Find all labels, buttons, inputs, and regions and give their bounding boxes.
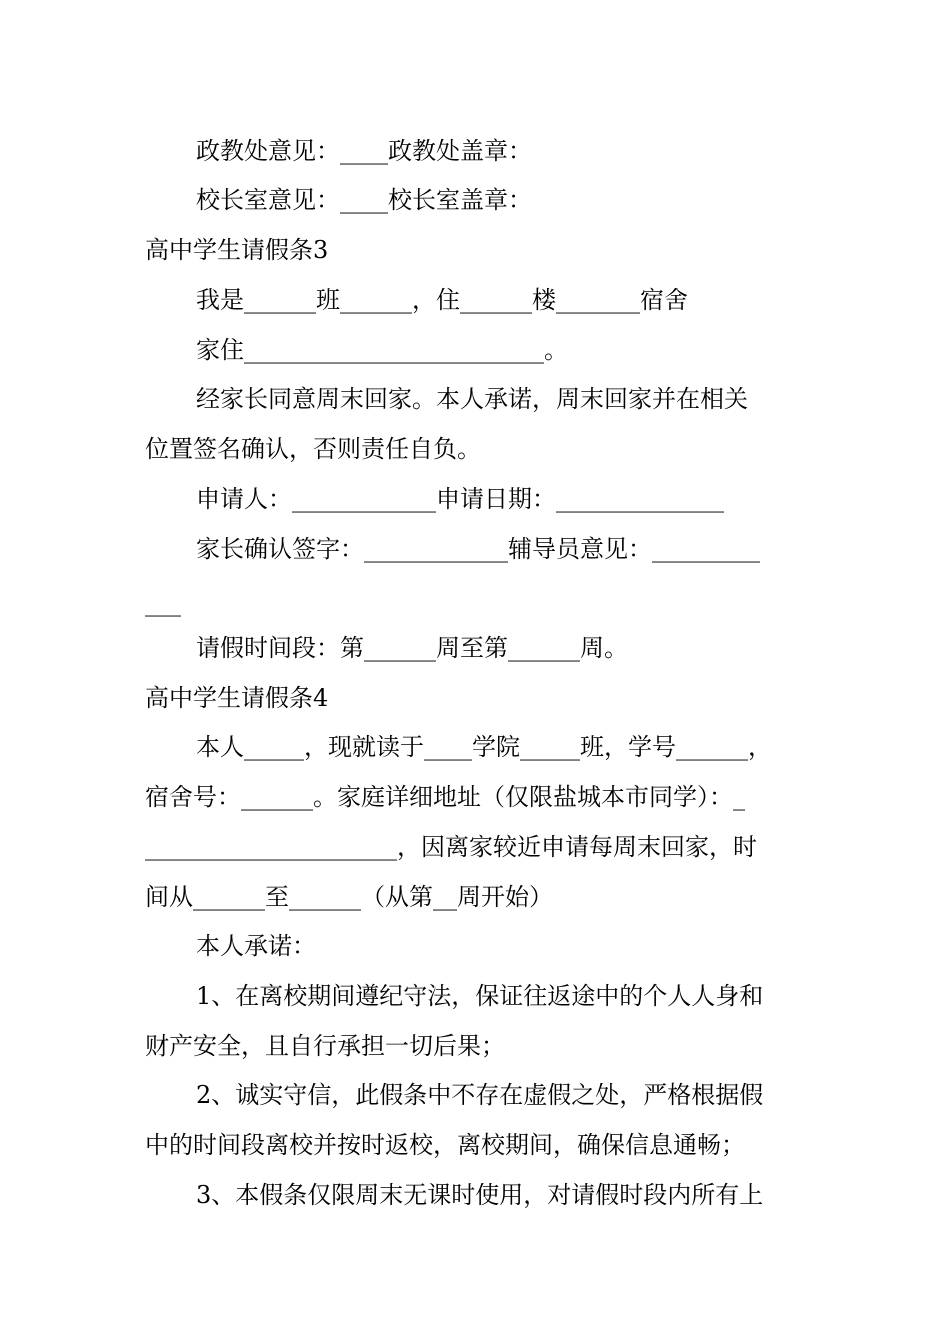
text-line: _____________________，因离家较近申请每周末回家，时 [145,833,757,861]
text-line: 家住_________________________。 [196,336,568,364]
section-heading: 高中学生请假条4 [145,684,329,712]
text-line: 校长室意见：____校长室盖章： [196,186,532,214]
text-line: 2、诚实守信，此假条中不存在虚假之处，严格根据假 [196,1081,764,1109]
text-line: 请假时间段：第______周至第______周。 [196,634,628,662]
text-line: 本人_____，现就读于____学院_____班，学号______， [196,733,772,761]
text-line: 间从______至______（从第__周开始） [145,883,553,911]
text-line: 位置签名确认，否则责任自负。 [145,435,481,463]
text-line: 中的时间段离校并按时返校，离校期间，确保信息通畅； [145,1131,745,1159]
text-line: ___ [145,589,181,617]
section-heading: 高中学生请假条3 [145,236,329,264]
text-line: 经家长同意周末回家。本人承诺，周末回家并在相关 [196,385,748,413]
text-line: 财产安全，且自行承担一切后果； [145,1032,505,1060]
text-line: 3、本假条仅限周末无课时使用，对请假时段内所有上 [196,1181,764,1209]
text-line: 申请人：____________申请日期：______________ [196,485,724,513]
text-line: 本人承诺： [196,932,316,960]
text-line: 1、在离校期间遵纪守法，保证往返途中的个人人身和 [196,982,764,1010]
text-line: 家长确认签字：____________辅导员意见：_________ [196,535,760,563]
text-line: 政教处意见：____政教处盖章： [196,137,532,165]
text-line: 宿舍号：______。家庭详细地址（仅限盐城本市同学）：_ [145,783,745,811]
text-line: 我是______班______，住______楼_______宿舍 [196,286,688,314]
